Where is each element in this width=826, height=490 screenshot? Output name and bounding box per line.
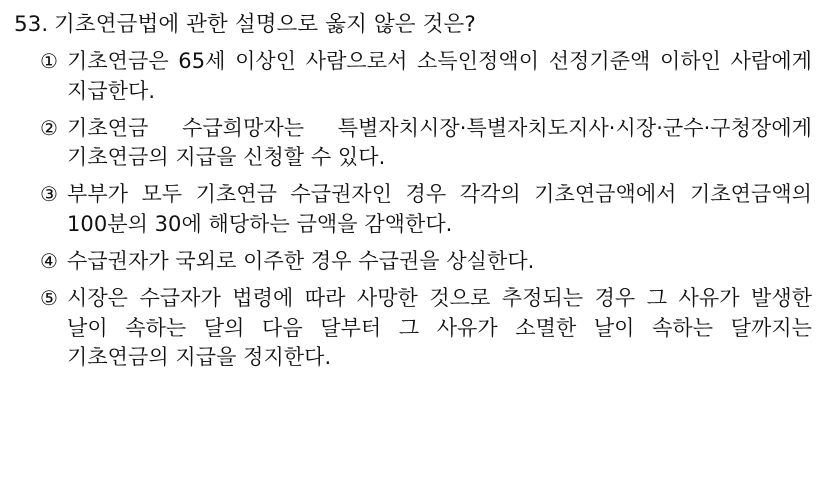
choice-marker-2: ② <box>40 115 58 140</box>
choice-text-5: 시장은 수급자가 법령에 따라 사망한 것으로 추정되는 경우 그 사유가 발생한 날이 속하는 달의 다음 달부터 그 사유가 소멸한 날이 속하는 달까지는 기초연금의 지급을 정지한다. <box>67 285 812 370</box>
list-item[interactable] <box>14 284 812 373</box>
question-number: 53. <box>14 12 49 37</box>
choice-marker-1: ① <box>40 49 58 74</box>
list-item[interactable] <box>14 114 812 174</box>
question-text: 기초연금법에 관한 설명으로 옳지 않은 것은? <box>54 12 476 37</box>
list-item[interactable] <box>14 247 812 277</box>
list-item[interactable] <box>14 47 812 107</box>
choice-text-2: 기초연금 수급희망자는 특별자치시장·특별자치도지사·시장·군수·구청장에게 기초연금의 지급을 신청할 수 있다. <box>67 115 812 170</box>
question-stem <box>14 10 812 39</box>
choice-marker-5: ⑤ <box>40 285 58 310</box>
choice-list <box>14 47 812 373</box>
choice-marker-4: ④ <box>40 248 58 273</box>
choice-marker-3: ③ <box>40 182 58 207</box>
choice-text-3: 부부가 모두 기초연금 수급권자인 경우 각각의 기초연금액에서 기초연금액의 100분의 30에 해당하는 금액을 감액한다. <box>67 182 812 237</box>
choice-text-4: 수급권자가 국외로 이주한 경우 수급권을 상실한다. <box>67 248 535 273</box>
choice-text-1: 기초연금은 65세 이상인 사람으로서 소득인정액이 선정기준액 이하인 사람에게 지급한다. <box>67 49 812 103</box>
list-item[interactable] <box>14 180 812 240</box>
